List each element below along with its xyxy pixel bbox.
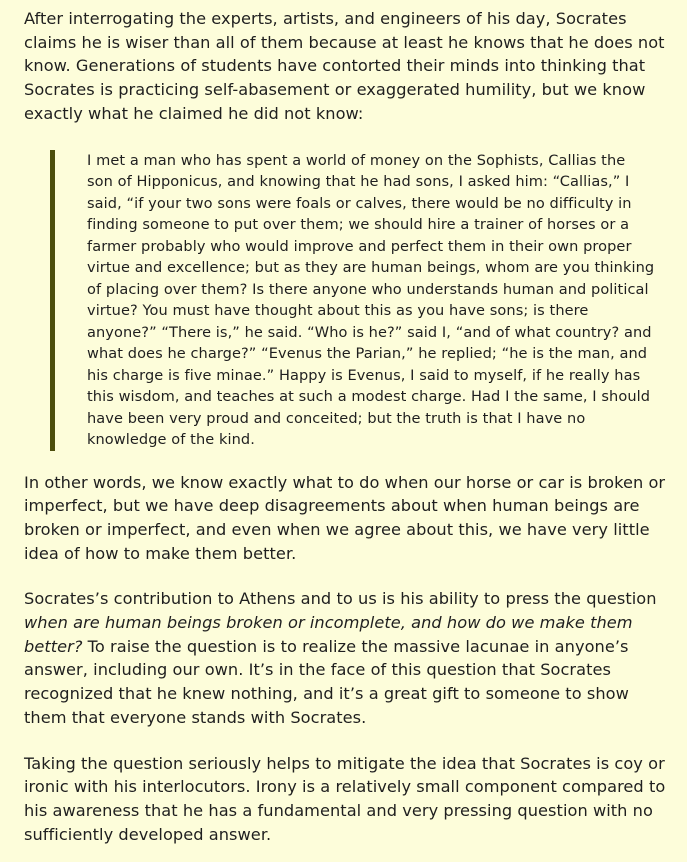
paragraph-irony: Taking the question seriously helps to mitigate the idea that Socrates is coy or ironic with his interlocutors. Irony is a relatively small component compared to his awareness that he has a fundamental and very pressing question with no sufficiently developed answer.: [24, 753, 666, 844]
emphasized-question: when are human beings broken or incomplete, and how do we make them better?: [24, 613, 633, 656]
blockquote: [50, 150, 667, 451]
paragraph-other-words: In other words, we know exactly what to do when our horse or car is broken or imperfect, but we have deep disagreements about when human beings are broken or imperfect, and even when we agree about this, we have very little idea of how to make them better.: [24, 472, 666, 563]
paragraph-intro: After interrogating the experts, artists, and engineers of his day, Socrates claims he is wiser than all of them because at least he knows that he does not know. Generations of students have contorted their minds into thinking that Socrates is practicing self-abasement or exaggerated humility, but we know exactly what he claimed he did not know:: [24, 9, 665, 123]
blockquote-text: I met a man who has spent a world of money on the Sophists, Callias the son of Hipponicus, and knowing that he had sons, I asked him: “Callias,” I said, “if your two sons were foals or calves, there would be no difficulty in finding someone to put over them; we should hire a trainer of horses or a farmer probably who would improve and perfect them in their own proper virtue and excellence; but as they are human beings, whom are you thinking of placing over them? Is there anyone who understands human and political virtue? You must have thought about this as you have sons; is there anyone?” “There is,” he said. “Who is he?” said I, “and of what country? and what does he charge?” “Evenus the Parian,” he replied; “he is the man, and his charge is five minae.” Happy is Evenus, I said to myself, if he really has this wisdom, and teaches at such a modest charge. Had I the same, I should have been very proud and conceited; but the truth is that I have no knowledge of the kind.: [87, 151, 655, 449]
paragraph-contribution-start: Socrates’s contribution to Athens and to us is his ability to press the question: [24, 589, 657, 609]
paragraph-contribution-end: To raise the question is to realize the massive lacunae in anyone’s answer, including our own. It’s in the face of this question that Socrates recognized that he knew nothing, and it’s a great gift to someone to show them that everyone stands with Socrates.: [24, 636, 629, 727]
paragraph-contribution: [24, 587, 667, 729]
